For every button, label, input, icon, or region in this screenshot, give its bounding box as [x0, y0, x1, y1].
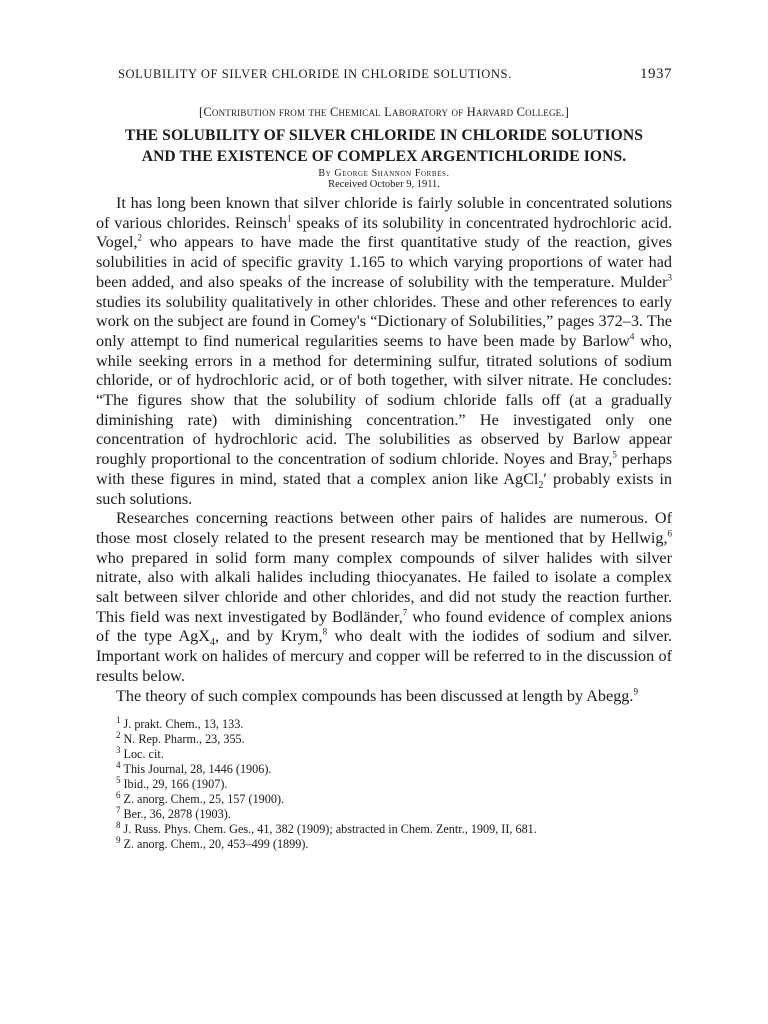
paragraph-text: who, while seeking errors in a method for determining sulfur, titrated solutions of sodium chloride, or of hydrochloric acid, or of both together, with silver nitrate. He concludes: “The figures show that the solubility of sodium chloride falls off (at a gradually diminishing rate) with diminishing concentration.” He investigated only one concentration of hydrochloric acid. The solubilities as observed by Barlow appear roughly proportional to the concentration of sodium chloride. Noyes and Bray, [96, 331, 672, 469]
footnote-mark: 7 [116, 805, 121, 816]
footnote-reference: 1 [287, 213, 292, 224]
contribution-note: [Contribution from the Chemical Laboratory of Harvard College.] [198, 105, 570, 119]
footnote [116, 807, 672, 822]
page-number: 1937 [640, 66, 672, 82]
document-page [96, 66, 672, 852]
running-head [96, 66, 672, 83]
body-paragraph [96, 687, 672, 707]
footnote [116, 822, 672, 837]
paragraph-text: who dealt with the iodides of sodium and silver. Important work on halides of mercury and copper will be referred to in the discussion of results below. [96, 627, 673, 685]
footnote-mark: 8 [116, 820, 121, 831]
footnote [116, 837, 672, 852]
footnote-mark: 4 [116, 760, 121, 771]
body-paragraph [96, 509, 672, 686]
article-title-line-1: THE SOLUBILITY OF SILVER CHLORIDE IN CHLORIDE SOLUTIONS [124, 127, 644, 144]
footnote-reference: 6 [667, 528, 672, 539]
footnote [116, 762, 672, 777]
body-text [96, 194, 672, 706]
running-head-title: SOLUBILITY OF SILVER CHLORIDE IN CHLORIDE SOLUTIONS. [118, 67, 512, 81]
footnote-mark: 9 [116, 835, 121, 846]
footnote [116, 732, 672, 747]
footnote [116, 747, 672, 762]
footnote-reference: 4 [629, 331, 635, 342]
body-paragraph [96, 194, 672, 509]
footnote-reference: 2 [137, 233, 143, 244]
paragraph-text: , and by Krym, [214, 627, 323, 646]
paragraph-text: It has long been known that silver chloride is fairly soluble in concentrated solutions of various chlorides. Reinsch [96, 194, 672, 232]
paragraph-text: who appears to have made the first quantitative study of the reaction, gives solubilities in acid of specific gravity 1.165 to which varying proportions of water had been added, and also speaks of the increase of solubility with the temperature. Mulder [96, 233, 672, 291]
footnote-mark: 6 [116, 790, 121, 801]
footnote-mark: 3 [116, 745, 121, 756]
author-byline: By George Shannon Forbes. [318, 168, 450, 179]
article-title-line-2: AND THE EXISTENCE OF COMPLEX ARGENTICHLORIDE IONS. [141, 148, 627, 165]
footnote-text: Z. anorg. Chem., 20, 453–499 (1899). [123, 837, 309, 852]
footnote-text: Loc. cit. [123, 747, 164, 762]
footnote-text: Z. anorg. Chem., 25, 157 (1900). [123, 792, 285, 807]
footnote [116, 777, 672, 792]
footnote-mark: 5 [116, 775, 121, 786]
received-date: Received October 9, 1911. [328, 179, 440, 190]
subscript: 4 [209, 637, 215, 649]
footnote-reference: 3 [667, 272, 672, 283]
footnote-text: J. Russ. Phys. Chem. Ges., 41, 382 (1909); abstracted in Chem. Zentr., 1909, II, 681. [123, 822, 537, 837]
paragraph-text: The theory of such complex compounds has been discussed at length by Abegg. [116, 686, 634, 705]
paragraph-text: who found evidence of complex anions of the type AgX [96, 607, 672, 646]
footnote-reference: 9 [633, 686, 638, 697]
footnote-text: Ibid., 29, 166 (1907). [123, 777, 228, 792]
paragraph-text: studies its solubility qualitatively in other chlorides. These and other references to early work on the subject are found in Comey's “Dictionary of Solubilities,” pages 372–3. The only attempt to find numerical regularities seems to have been made by Barlow [96, 292, 672, 350]
paragraph-text: speaks of its solubility in concentrated hydrochloric acid. Vogel, [96, 213, 673, 252]
footnote-mark: 2 [116, 730, 121, 741]
subscript: 2 [538, 480, 544, 492]
footnote-reference: 5 [612, 449, 617, 460]
paragraph-text: Researches concerning reactions between other pairs of halides are numerous. Of those most closely related to the present research may be mentioned that by Hellwig, [96, 509, 672, 547]
footnote [116, 717, 672, 732]
paragraph-text: who prepared in solid form many complex compounds of silver halides with silver nitrate, also with alkali halides including thiocyanates. He failed to isolate a complex salt between silver chloride and other chlorides, and did not study the reaction further. This field was next investigated by Bodländer, [96, 548, 672, 626]
footnote-text: This Journal, 28, 1446 (1906). [123, 762, 272, 777]
article-title [96, 125, 672, 167]
footnotes [96, 717, 672, 852]
footnote-text: Ber., 36, 2878 (1903). [123, 807, 231, 822]
paragraph-text: ′ probably exists in such solutions. [96, 469, 673, 508]
footnote [116, 792, 672, 807]
footnote-reference: 7 [402, 607, 408, 618]
footnote-text: N. Rep. Pharm., 23, 355. [123, 732, 245, 747]
footnote-text: J. prakt. Chem., 13, 133. [123, 717, 244, 732]
paragraph-text: perhaps with these figures in mind, stated that a complex anion like AgCl [96, 450, 672, 488]
footnote-reference: 8 [322, 627, 328, 638]
footnote-mark: 1 [116, 715, 121, 726]
